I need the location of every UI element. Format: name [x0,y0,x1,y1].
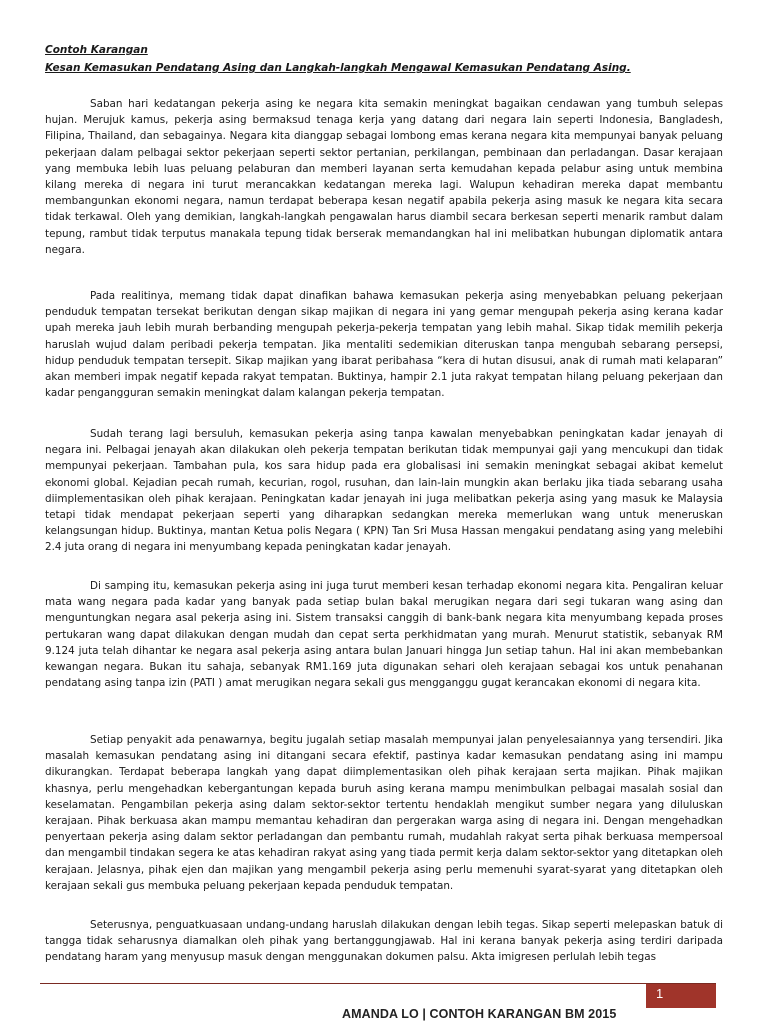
paragraph-4 [45,578,723,691]
paragraph-2 [45,288,723,401]
footer-divider [40,983,716,984]
essay-title: Kesan Kemasukan Pendatang Asing dan Langkah-langkah Mengawal Kemasukan Pendatang Asing. [45,62,631,74]
page-number: 1 [656,986,664,1001]
paragraph-1-text: Saban hari kedatangan pekerja asing ke negara kita semakin meningkat bagaikan cendawan yang tumbuh selepas hujan. Merujuk kamus, pekerja asing bermaksud tenaga kerja yang datang dari negara lain seperti Indonesia, Bangladesh, Filipina, Thailand, dan sebagainya. Negara kita dianggap sebagai lombong emas kerana negara kita mempunyai banyak peluang pekerjaan dalam pelbagai sektor pekerjaan seperti sektor pertanian, perkilangan, pembinaan dan perladangan. Dasar kerajaan yang membuka lebih luas peluang pelaburan dan memberi layanan serta kemudahan kepada pelabur asing untuk membina kilang mereka di negara ini turut merancakkan kedatangan mereka lagi. Walupun kehadiran mereka dapat membantu membangunkan ekonomi negara, namun terdapat beberapa kesan negatif apabila pekerja asing masuk ke negara kita secara tidak terkawal. Oleh yang demikian, langkah-langkah pengawalan harus diambil secara berkesan seperti menarik rambut dalam tepung, rambut tidak terputus manakala tepung tidak berserak memandangkan hal ini melibatkan hubungan diplomatik antara negara. [45,98,723,256]
paragraph-3 [45,426,723,556]
paragraph-2-text: Pada realitinya, memang tidak dapat dinafikan bahawa kemasukan pekerja asing menyebabkan peluang pekerjaan penduduk tempatan tersekat berikutan dengan sikap majikan di negara ini yang gemar mengupah pekerja asing kerana kadar upah mereka jauh lebih murah berbanding mengupah pekerja-pekerja tempatan yang lebih mahal. Sikap tidak memilih pekerja haruslah wujud dalam peribadi pekerja tempatan. Jika mentaliti sedemikian diteruskan tanpa mengubah sebarang persepsi, hidup penduduk tempatan tersepit. Sikap majikan yang ibarat peribahasa “kera di hutan disusui, anak di rumah mati kelaparan” akan memberi impak negatif kepada rakyat tempatan. Buktinya, hampir 2.1 juta rakyat tempatan hilang peluang pekerjaan dan kadar pengangguran semakin meningkat dalam kalangan pekerja tempatan. [45,290,723,400]
paragraph-1 [45,96,723,258]
paragraph-5-text: Setiap penyakit ada penawarnya, begitu jugalah setiap masalah mempunyai jalan penyelesaiannya yang tersendiri. Jika masalah kemasukan pendatang asing ini ditangani secara efektif, pastinya kadar kemasukan pendatang asing ini mampu dikurangkan. Terdapat beberapa langkah yang dapat diimplementasikan oleh pihak kerajaan serta majikan. Pihak majikan khasnya, perlu mengehadkan kebergantungan kepada buruh asing kerana mampu menimbulkan pelbagai masalah sosial dan keselamatan. Pengambilan pekerja asing dalam sektor-sektor tertentu hendaklah mengikut sumber negara yang diluluskan kerajaan. Pihak berkuasa akan mampu memantau kehadiran dan pergerakan warga asing di negara ini. Dengan mengehadkan penyertaan pekerja asing dalam sektor perladangan dan pembantu rumah, mudahlah rakyat serta pihak berkuasa mempersoal dan mengambil tindakan segera ke atas kehadiran rakyat asing yang tiada permit kerja dalam sektor-sektor yang ditetapkan oleh kerajaan. Jelasnya, pihak ejen dan majikan yang mengambil pekerja asing perlu memenuhi syarat-syarat yang ditetapkan oleh kerajaan sekali gus membuka peluang pekerjaan kepada penduduk tempatan. [45,734,723,892]
paragraph-6 [45,917,723,966]
footer-author-title: AMANDA LO | CONTOH KARANGAN BM 2015 [342,1007,617,1021]
paragraph-4-text: Di samping itu, kemasukan pekerja asing ini juga turut memberi kesan terhadap ekonomi negara kita. Pengaliran keluar mata wang negara pada kadar yang banyak pada setiap bulan bakal merugikan negara dari segi tukaran wang asing dan menguntungkan negara asal pekerja asing ini. Sistem transaksi canggih di bank-bank negara kita menyumbang kepada proses pertukaran wang dapat dilakukan dengan mudah dan cepat serta perkhidmatan yang murah. Menurut statistik, sebanyak RM 9.124 juta telah dihantar ke negara asal pekerja asing antara bulan Januari hingga Jun setiap tahun. Hal ini akan membebankan kewangan negara. Bukan itu sahaja, sebanyak RM1.169 juta digunakan sehari oleh kerajaan sebagai kos untuk penahanan pendatang asing tanpa izin (PATI ) amat merugikan negara sekali gus mengganggu gugat kerancakan ekonomi di negara kita. [45,580,723,690]
paragraph-5 [45,732,723,894]
paragraph-3-text: Sudah terang lagi bersuluh, kemasukan pekerja asing tanpa kawalan menyebabkan peningkatan kadar jenayah di negara ini. Pelbagai jenayah akan dilakukan oleh pekerja tempatan berikutan tidak mempunyai gaji yang mencukupi dan tidak mempunyai pekerjaan. Tambahan pula, kos sara hidup pada era globalisasi ini semakin meningkat sebagai akibat kemelut ekonomi global. Kejadian pecah rumah, kecurian, rogol, rusuhan, dan lain-lain mungkin akan berlaku jika tiada sebarang usaha diimplementasikan oleh pihak kerajaan. Peningkatan kadar jenayah ini juga melibatkan pekerja asing yang masuk ke Malaysia tetapi tidak mendapat pekerjaan seperti yang diharapkan sedangkan mereka memerlukan wang untuk meneruskan kelangsungan hidup. Buktinya, mantan Ketua polis Negara ( KPN) Tan Sri Musa Hassan mengakui pendatang asing yang melebihi 2.4 juta orang di negara ini menyumbang kepada peningkatan kadar jenayah. [45,428,723,554]
heading-label: Contoh Karangan [45,44,148,56]
paragraph-6-text: Seterusnya, penguatkuasaan undang-undang haruslah dilakukan dengan lebih tegas. Sikap seperti melepaskan batuk di tangga tidak seharusnya diamalkan oleh pihak yang bertanggungjawab. Hal ini kerana banyak pekerja asing terdiri daripada pendatang haram yang menyusup masuk dengan menggunakan dokumen palsu. Akta imigresen perlulah lebih tegas [45,919,723,964]
